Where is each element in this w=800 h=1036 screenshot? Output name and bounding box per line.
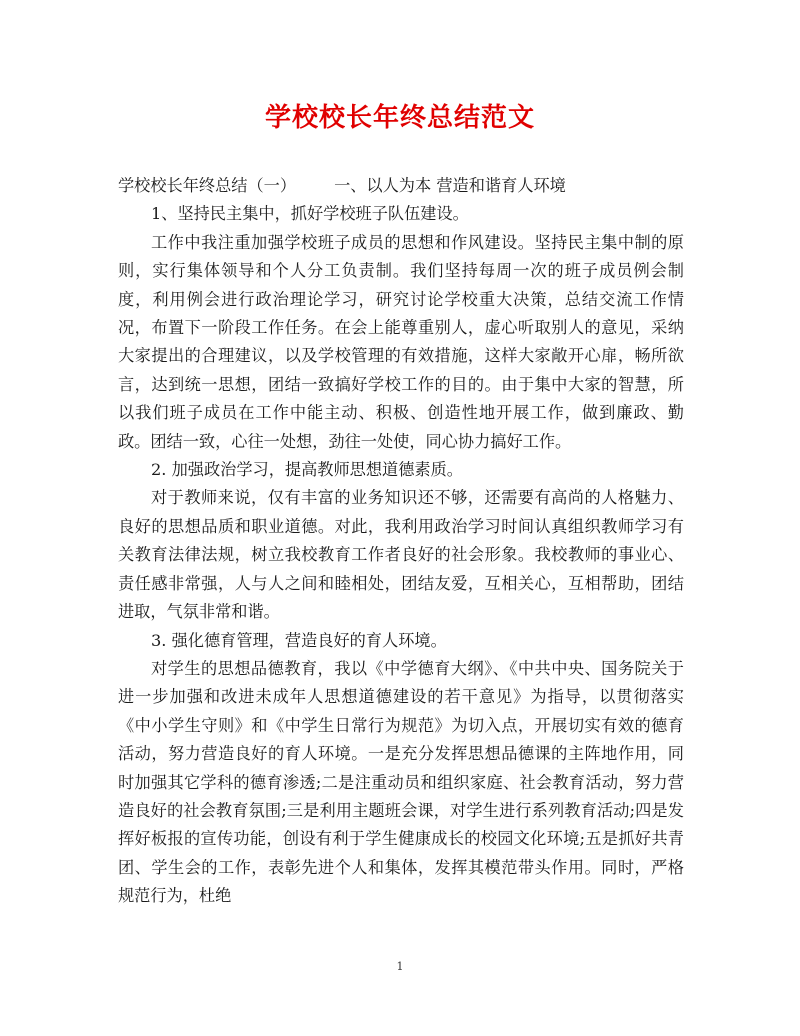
intro-heading: 学校校长年终总结（一） <box>118 176 297 195</box>
subheading-2: 2. 加强政治学习，提高教师思想道德素质。 <box>151 460 463 480</box>
subheading-3: 3. 强化德育管理，营造良好的育人环境。 <box>151 630 447 650</box>
paragraph-1: 工作中我注重加强学校班子成员的思想和作风建设。坚持民主集中制的原则，实行集体领导和个人分工负责制。我们坚持每周一次的班子成员例会制度，利用例会进行政治理论学习，研究讨论学校重大决策，总结交流工作情况，布置下一阶段工作任务。在会上能尊重别人，虚心听取别人的意见，采纳大家提出的合理建议，以及学校管理的有效措施，这样大家敞开心扉，畅所欲言，达到统一思想，团结一致搞好学校工作的目的。由于集中大家的智慧，所以我们班子成员在工作中能主动、积极、创造性地开展工作，做到廉政、勤政。团结一致，心往一处想，劲往一处使，同心协力搞好工作。 <box>118 232 684 451</box>
intro-line <box>118 172 684 200</box>
paragraph-2: 对于教师来说，仅有丰富的业务知识还不够，还需要有高尚的人格魅力、良好的思想品质和职业道德。对此，我利用政治学习时间认真组织教师学习有关教育法律法规，树立我校教育工作者良好的社会形象。我校教师的事业心、责任感非常强，人与人之间和睦相处，团结友爱，互相关心，互相帮助，团结进取，气氛非常和谐。 <box>118 488 684 622</box>
document-body <box>118 172 684 911</box>
page-number: 1 <box>396 960 404 973</box>
subheading-1: 1、坚持民主集中，抓好学校班子队伍建设。 <box>151 204 469 224</box>
document-title: 学校校长年终总结范文 <box>264 103 535 133</box>
section-heading: 一、以人为本 营造和谐育人环境 <box>334 176 566 195</box>
paragraph-3: 对学生的思想品德教育，我以《中学德育大纲》、《中共中央、国务院关于进一步加强和改进未成年人思想道德建设的若干意见》为指导，以贯彻落实《中小学生守则》和《中学生日常行为规范》为切入点，开展切实有效的德育活动，努力营造良好的育人环境。一是充分发挥思想品德课的主阵地作用，同时加强其它学科的德育渗透;二是注重动员和组织家庭、社会教育活动，努力营造良好的社会教育氛围;三是利用主题班会课，对学生进行系列教育活动;四是发挥好板报的宣传功能，创设有利于学生健康成长的校园文化环境;五是抓好共青团、学生会的工作，表彰先进个人和集体，发挥其模范带头作用。同时，严格规范行为，杜绝 <box>118 658 684 906</box>
